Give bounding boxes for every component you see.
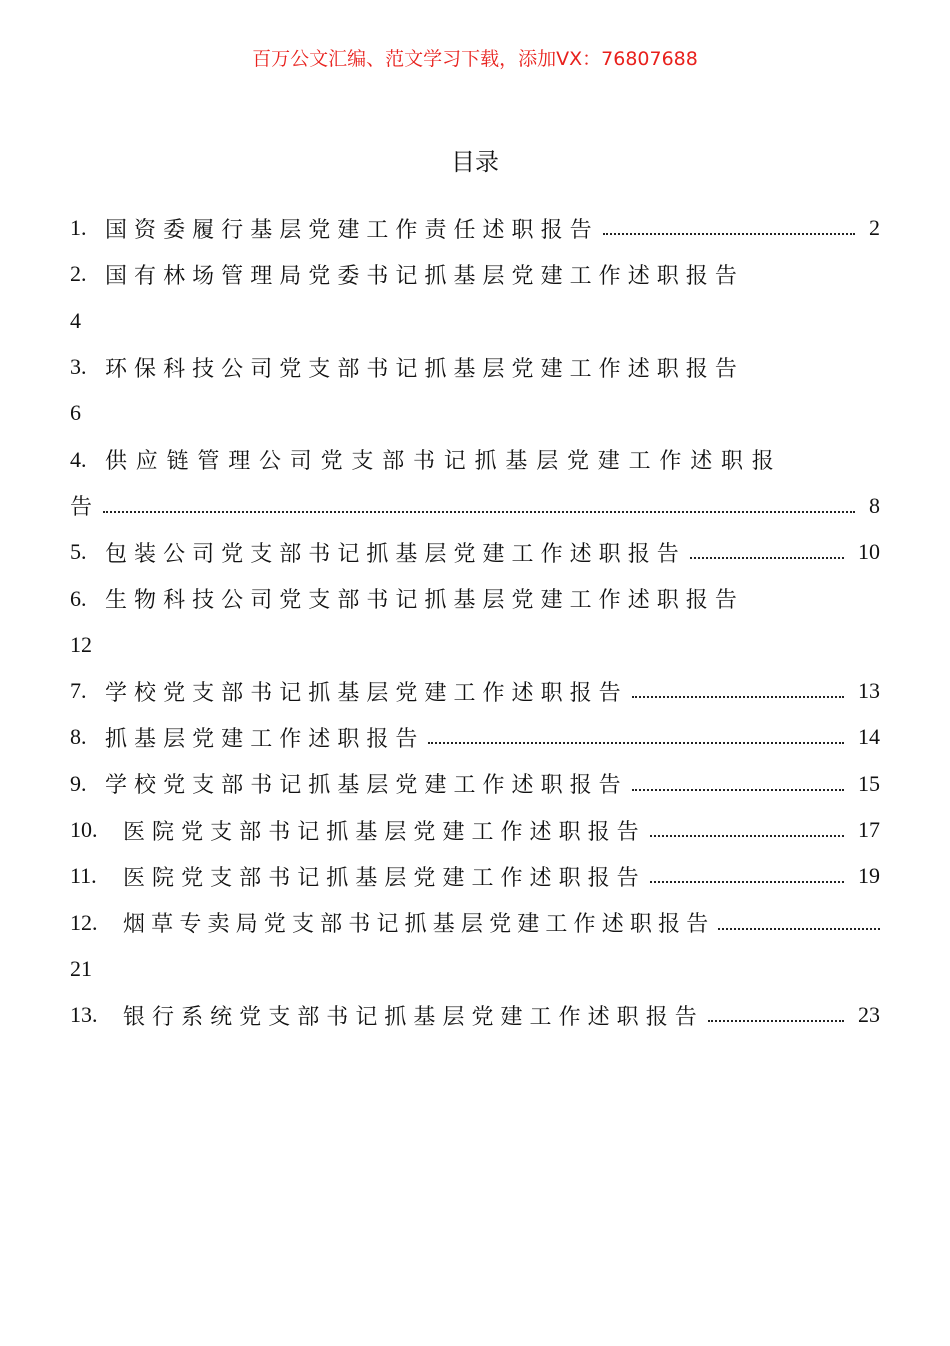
entry-title: 环保科技公司党支部书记抓基层党建工作述职报告	[105, 356, 744, 382]
entry-title: 学校党支部书记抓基层党建工作述职报告	[105, 773, 628, 799]
entry-number: 12.	[70, 909, 98, 935]
toc-entry-13[interactable]	[70, 992, 880, 1038]
entry-title: 抓基层党建工作述职报告	[105, 726, 425, 752]
entry-page: 12	[70, 631, 92, 657]
entry-number: 7.	[70, 678, 87, 704]
entry-page: 2	[869, 215, 880, 241]
entry-number: 5.	[70, 539, 87, 565]
entry-title: 学校党支部书记抓基层党建工作述职报告	[105, 680, 628, 706]
toc-entry-4[interactable]	[70, 436, 880, 529]
entry-page: 21	[70, 955, 92, 981]
entry-title: 烟草专卖局党支部书记抓基层党建工作述职报告	[123, 912, 715, 938]
dot-leader	[650, 835, 844, 837]
entry-page: 8	[869, 492, 880, 518]
entry-page: 15	[858, 770, 880, 796]
entry-number: 6.	[70, 585, 87, 611]
entry-page: 19	[858, 863, 880, 889]
entry-page: 23	[858, 1002, 880, 1028]
toc-title: 目录	[451, 148, 499, 176]
dot-leader	[632, 789, 844, 791]
toc-entry-10[interactable]	[70, 807, 880, 853]
entry-page: 13	[858, 678, 880, 704]
entry-number: 4.	[70, 446, 87, 472]
toc-entry-8[interactable]	[70, 714, 880, 760]
dot-leader	[708, 1020, 844, 1022]
toc-entry-2[interactable]	[70, 251, 880, 344]
entry-title: 医院党支部书记抓基层党建工作述职报告	[123, 819, 646, 845]
entry-title: 国资委履行基层党建工作责任述职报告	[105, 217, 599, 243]
dot-leader	[632, 696, 844, 698]
watermark-header: 百万公文汇编、范文学习下载，添加VX：76807688	[252, 48, 698, 70]
toc-entry-12[interactable]	[70, 899, 880, 992]
entry-page: 4	[70, 307, 81, 333]
toc-entry-6[interactable]	[70, 575, 880, 668]
entry-title: 国有林场管理局党委书记抓基层党建工作述职报告	[105, 263, 744, 289]
entry-number: 1.	[70, 215, 87, 241]
entry-page: 10	[858, 539, 880, 565]
entry-number: 8.	[70, 724, 87, 750]
entry-number: 9.	[70, 770, 87, 796]
dot-leader	[650, 881, 844, 883]
entry-number: 10.	[70, 817, 98, 842]
toc-entry-1[interactable]	[70, 205, 880, 251]
dot-leader	[690, 557, 844, 559]
dot-leader	[718, 928, 880, 930]
dot-leader	[603, 233, 855, 235]
entry-title: 包装公司党支部书记抓基层党建工作述职报告	[105, 541, 686, 567]
entry-number: 11.	[70, 863, 97, 889]
entry-number: 2.	[70, 261, 87, 287]
entry-title: 银行系统党支部书记抓基层党建工作述职报告	[123, 1004, 704, 1030]
toc-entry-9[interactable]	[70, 761, 880, 807]
dot-leader	[428, 742, 844, 744]
entry-title: 生物科技公司党支部书记抓基层党建工作述职报告	[105, 588, 744, 614]
toc-entry-3[interactable]	[70, 344, 880, 437]
toc-entry-11[interactable]	[70, 853, 880, 899]
entry-page: 17	[858, 817, 880, 842]
toc-entry-7[interactable]	[70, 668, 880, 714]
entry-title: 医院党支部书记抓基层党建工作述职报告	[123, 865, 646, 891]
table-of-contents	[70, 205, 880, 1038]
entry-number: 3.	[70, 354, 87, 380]
entry-title: 供应链管理公司党支部书记抓基层党建工作述职报	[105, 449, 783, 475]
entry-number: 13.	[70, 1002, 98, 1028]
entry-title-continued: 告	[70, 495, 100, 521]
dot-leader	[103, 511, 855, 513]
toc-entry-5[interactable]	[70, 529, 880, 575]
entry-page: 6	[70, 400, 81, 426]
entry-page: 14	[858, 724, 880, 750]
